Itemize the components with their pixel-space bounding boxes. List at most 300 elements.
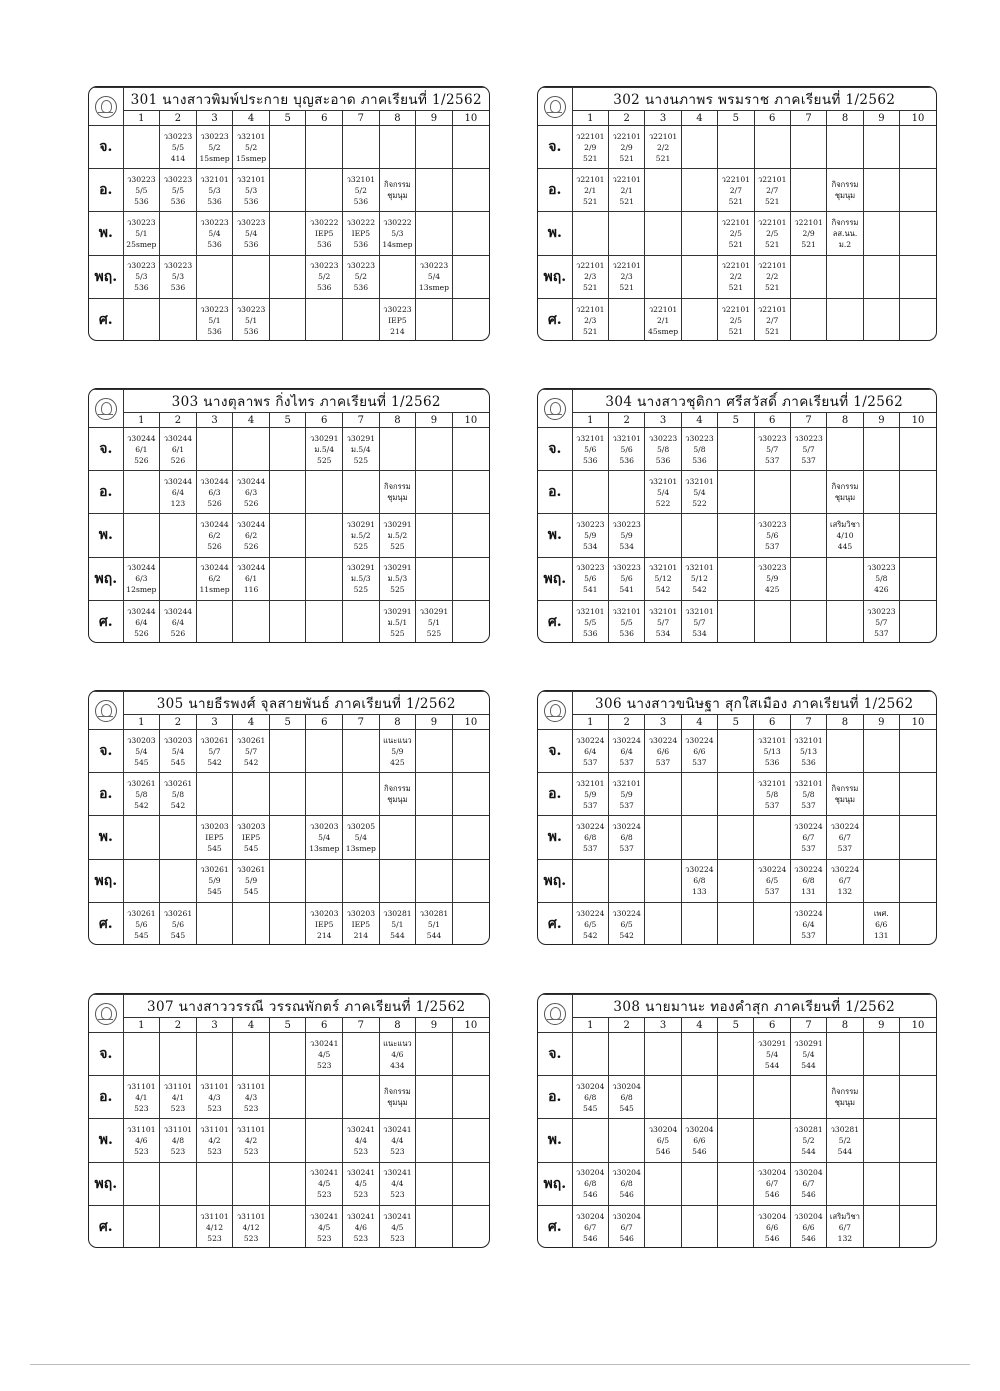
timetable-grid (538, 389, 936, 643)
period-number: 9 (863, 413, 899, 428)
room-number: 537 (583, 843, 598, 853)
period-number: 1 (572, 1018, 608, 1033)
room-number: 526 (243, 498, 259, 508)
empty-slot (645, 1033, 681, 1076)
class-group: ชุมนุม (387, 191, 408, 201)
empty-slot (754, 902, 790, 945)
empty-slot (306, 298, 343, 341)
class-slot (790, 816, 826, 859)
class-slot (645, 730, 681, 773)
timetable-card (537, 690, 937, 945)
empty-slot (900, 471, 936, 514)
room-number: 523 (134, 1146, 149, 1156)
room-number: 536 (170, 283, 186, 293)
room-number: 536 (134, 196, 149, 206)
empty-slot (343, 730, 380, 773)
room-number: 536 (134, 283, 149, 293)
room-number: 536 (207, 239, 222, 249)
subject-code: ว30261 (200, 865, 229, 875)
class-group: 5/8 (656, 444, 670, 454)
empty-slot (754, 816, 790, 859)
empty-slot (306, 600, 343, 643)
subject-code: ว30291 (419, 606, 449, 616)
room-number: 523 (207, 1103, 222, 1113)
empty-slot (645, 859, 681, 902)
class-slot (645, 428, 681, 471)
room-number: 544 (390, 930, 405, 940)
class-group: 6/7 (766, 1179, 779, 1189)
subject-code: ว30241 (310, 1168, 339, 1178)
room-number: 536 (243, 239, 259, 249)
class-slot (645, 600, 681, 643)
subject-code: ว32101 (576, 606, 605, 616)
class-group: 6/1 (244, 574, 258, 584)
day-label: ศ. (89, 1205, 123, 1248)
period-number: 7 (343, 715, 380, 730)
class-group: IEP5 (351, 919, 371, 929)
class-slot (196, 1076, 233, 1119)
class-group: 4/4 (354, 1135, 367, 1145)
class-slot (790, 730, 826, 773)
empty-slot (681, 298, 717, 341)
subject-code: ว31101 (236, 1124, 266, 1134)
subject-code: ว30204 (794, 1168, 823, 1178)
period-number: 4 (233, 715, 270, 730)
class-slot (790, 902, 826, 945)
class-slot (718, 255, 754, 298)
empty-slot (269, 298, 306, 341)
subject-code: ว30204 (757, 1211, 787, 1221)
empty-slot (608, 1033, 644, 1076)
class-slot (306, 1205, 343, 1248)
class-slot (827, 169, 863, 212)
class-group: IEP5 (388, 315, 407, 325)
class-group: 5/2 (244, 142, 258, 152)
empty-slot (306, 1076, 343, 1119)
day-label: พฤ. (538, 1162, 572, 1205)
class-slot (379, 169, 416, 212)
class-group: 5/9 (584, 530, 597, 540)
class-slot (790, 1033, 826, 1076)
room-number: 214 (390, 326, 405, 336)
empty-slot (790, 298, 826, 341)
class-slot (123, 1119, 160, 1162)
subject-code: ว32101 (612, 778, 641, 788)
class-slot (233, 471, 270, 514)
period-number: 7 (343, 1018, 380, 1033)
subject-code: ว30244 (200, 476, 229, 486)
room-number: 545 (243, 887, 259, 897)
class-slot (123, 255, 160, 298)
class-slot (827, 773, 863, 816)
subject-code: ว31101 (200, 1211, 229, 1221)
empty-slot (160, 1162, 197, 1205)
empty-slot (863, 859, 899, 902)
class-slot (681, 557, 717, 600)
period-number: 8 (379, 1018, 416, 1033)
empty-slot (416, 1162, 453, 1205)
class-group: ลส.นน. (832, 228, 858, 238)
class-slot (718, 298, 754, 341)
room-number: 521 (619, 153, 634, 163)
period-number: 4 (233, 1018, 270, 1033)
class-group: 6/4 (171, 617, 185, 627)
empty-slot (196, 428, 233, 471)
subject-code: ว30223 (163, 131, 193, 141)
room-number: 536 (243, 196, 259, 206)
class-group: 4/8 (171, 1135, 185, 1145)
empty-slot (123, 1205, 160, 1248)
empty-slot (718, 816, 754, 859)
class-group: 5/7 (656, 617, 670, 627)
empty-slot (608, 212, 644, 255)
room-number: 45smep (647, 326, 679, 336)
room-number: 521 (764, 283, 780, 293)
timetable-card (537, 388, 937, 643)
empty-slot (718, 1162, 754, 1205)
empty-slot (160, 514, 197, 557)
subject-code: ว22101 (758, 217, 787, 227)
subject-code: ว31101 (163, 1081, 193, 1091)
period-number: 9 (863, 1018, 899, 1033)
room-number: 434 (390, 1060, 405, 1070)
day-label: อ. (538, 1076, 572, 1119)
class-slot (572, 557, 608, 600)
period-number: 7 (343, 111, 380, 126)
period-number: 10 (452, 413, 489, 428)
room-number: 536 (243, 326, 259, 336)
subject-code: ว30223 (758, 433, 787, 443)
subject-code: ว30291 (383, 606, 412, 616)
empty-slot (718, 1205, 754, 1248)
class-group: 5/9 (391, 746, 404, 756)
class-slot (233, 169, 270, 212)
class-group: 5/6 (171, 919, 185, 929)
class-slot (233, 730, 270, 773)
empty-slot (900, 428, 936, 471)
empty-slot (343, 773, 380, 816)
subject-code: ว32101 (794, 778, 823, 788)
subject-code: ว30224 (685, 735, 714, 745)
empty-slot (863, 773, 899, 816)
class-group: 6/7 (620, 1222, 633, 1232)
day-label: ศ. (538, 298, 572, 341)
class-slot (754, 773, 790, 816)
day-label: พฤ. (89, 255, 123, 298)
class-group: 5/1 (427, 617, 441, 627)
room-number: 521 (764, 196, 780, 206)
empty-slot (306, 730, 343, 773)
subject-code: ว32101 (648, 606, 678, 616)
class-slot (160, 773, 197, 816)
class-slot (572, 1205, 608, 1248)
school-seal-icon (95, 398, 117, 420)
class-slot (379, 212, 416, 255)
empty-slot (572, 859, 608, 902)
room-number: 14smep (382, 239, 413, 249)
empty-slot (899, 1033, 936, 1076)
empty-slot (572, 1033, 608, 1076)
room-number: 536 (801, 757, 816, 767)
empty-slot (233, 255, 270, 298)
class-slot (306, 1033, 343, 1076)
timetable-grid (89, 389, 489, 643)
room-number: 542 (207, 757, 222, 767)
class-group: 5/8 (135, 789, 148, 799)
day-label: จ. (89, 1033, 123, 1076)
subject-code: ว30244 (127, 563, 156, 573)
period-number: 2 (608, 413, 644, 428)
day-label: อ. (538, 773, 572, 816)
class-slot (608, 730, 644, 773)
teacher-title: 308 นายมานะ ทองคำสุก ภาคเรียนที่ 1/2562 (572, 995, 936, 1018)
class-slot (123, 212, 160, 255)
subject-code: ว30261 (127, 778, 156, 788)
room-number: 544 (764, 1060, 780, 1070)
room-number: 132 (837, 887, 853, 897)
subject-code: ว30241 (310, 1038, 339, 1048)
class-slot (233, 816, 270, 859)
class-group: 6/7 (584, 1222, 597, 1232)
school-seal-icon (95, 1003, 117, 1025)
period-number: 9 (416, 111, 453, 126)
room-number: 15smep (236, 153, 267, 163)
room-number: 523 (316, 1233, 332, 1243)
empty-slot (269, 255, 306, 298)
subject-code: ว30244 (163, 433, 193, 443)
class-slot (196, 514, 233, 557)
period-number: 4 (681, 111, 717, 126)
class-group: 5/2 (208, 142, 221, 152)
room-number: 523 (390, 1233, 405, 1243)
class-group: 5/1 (391, 919, 404, 929)
subject-code: ว30204 (576, 1168, 605, 1178)
subject-code: ว32101 (685, 606, 714, 616)
room-number: 545 (134, 930, 149, 940)
empty-slot (718, 773, 754, 816)
period-number: 10 (900, 111, 936, 126)
subject-code: ว30204 (576, 1211, 605, 1221)
empty-slot (718, 514, 754, 557)
school-seal-cell (538, 88, 572, 126)
empty-slot (416, 428, 453, 471)
period-number: 5 (718, 111, 754, 126)
period-number: 8 (379, 413, 416, 428)
room-number: 544 (801, 1146, 816, 1156)
empty-slot (306, 557, 343, 600)
empty-slot (452, 816, 489, 859)
empty-slot (306, 471, 343, 514)
class-group: 2/3 (620, 272, 633, 282)
empty-slot (645, 773, 681, 816)
subject-code: ว22101 (612, 174, 641, 184)
class-group: 5/12 (654, 574, 672, 584)
subject-code: ว30244 (127, 433, 156, 443)
day-label: อ. (538, 471, 572, 514)
subject-code: ว32101 (648, 476, 678, 486)
class-slot (790, 1205, 826, 1248)
subject-code: ว32101 (576, 778, 605, 788)
empty-slot (645, 1162, 681, 1205)
class-slot (572, 514, 608, 557)
class-slot (572, 1162, 608, 1205)
class-slot (790, 773, 826, 816)
class-slot (645, 298, 681, 341)
empty-slot (416, 730, 453, 773)
day-label: พ. (89, 212, 123, 255)
class-group: 6/4 (802, 919, 815, 929)
subject-code: ว22101 (721, 261, 751, 271)
class-slot (343, 816, 380, 859)
subject-code: ว31101 (200, 1081, 229, 1091)
room-number: 526 (170, 455, 186, 465)
timetable-card (88, 690, 490, 945)
subject-code: ว30223 (127, 217, 156, 227)
room-number: 526 (134, 455, 149, 465)
empty-slot (343, 298, 380, 341)
day-label: ศ. (89, 902, 123, 945)
empty-slot (608, 859, 644, 902)
class-group: 5/7 (693, 617, 706, 627)
empty-slot (269, 428, 306, 471)
room-number: 131 (801, 887, 816, 897)
class-group: 5/1 (427, 919, 441, 929)
class-group: 6/8 (693, 876, 706, 886)
timetable-card (88, 993, 490, 1248)
day-label: พ. (538, 1119, 572, 1162)
subject-code: ว30224 (576, 908, 605, 918)
empty-slot (160, 557, 197, 600)
class-group: 6/3 (208, 487, 221, 497)
day-label: พ. (89, 816, 123, 859)
class-group: 6/2 (208, 574, 221, 584)
empty-slot (572, 1119, 608, 1162)
empty-slot (123, 514, 160, 557)
empty-slot (379, 126, 416, 169)
period-number: 8 (379, 715, 416, 730)
class-group: 5/7 (244, 746, 258, 756)
class-slot (863, 600, 899, 643)
subject-code: ว32101 (346, 174, 376, 184)
class-slot (608, 600, 644, 643)
class-group: 6/5 (584, 919, 597, 929)
day-label: ศ. (538, 1205, 572, 1248)
room-number: 25smep (126, 239, 157, 249)
period-number: 5 (269, 715, 306, 730)
empty-slot (269, 773, 306, 816)
empty-slot (123, 859, 160, 902)
empty-slot (306, 169, 343, 212)
period-number: 6 (754, 715, 790, 730)
subject-code: ว31101 (127, 1081, 156, 1091)
class-slot (379, 730, 416, 773)
class-group: 6/5 (620, 919, 633, 929)
empty-slot (790, 557, 826, 600)
room-number: 544 (837, 1146, 853, 1156)
subject-code: กิจกรรม (831, 482, 859, 492)
room-number: 545 (619, 1103, 634, 1113)
empty-slot (790, 600, 826, 643)
subject-code: ว30261 (163, 908, 193, 918)
subject-code: ว31101 (163, 1124, 193, 1134)
class-slot (572, 255, 608, 298)
empty-slot (681, 1162, 717, 1205)
class-slot (681, 1119, 717, 1162)
class-group: ชุมนุม (834, 795, 856, 805)
class-slot (196, 471, 233, 514)
class-slot (416, 600, 453, 643)
empty-slot (452, 600, 489, 643)
period-number: 9 (416, 413, 453, 428)
class-slot (160, 255, 197, 298)
class-slot (233, 298, 270, 341)
subject-code: ว22101 (758, 261, 787, 271)
empty-slot (233, 600, 270, 643)
class-slot (754, 1205, 790, 1248)
room-number: 546 (801, 1233, 816, 1243)
room-number: 525 (390, 541, 405, 551)
subject-code: ว30244 (236, 476, 266, 486)
class-group: ม.5/1 (387, 617, 408, 627)
empty-slot (269, 1205, 306, 1248)
subject-code: ว30224 (794, 865, 823, 875)
day-label: จ. (538, 428, 572, 471)
empty-slot (452, 1033, 489, 1076)
period-number: 1 (123, 715, 160, 730)
empty-slot (379, 859, 416, 902)
empty-slot (718, 126, 754, 169)
subject-code: ว22101 (648, 304, 678, 314)
empty-slot (306, 1119, 343, 1162)
class-slot (379, 557, 416, 600)
school-seal-icon (544, 700, 566, 722)
class-slot (827, 471, 863, 514)
day-label: พฤ. (538, 557, 572, 600)
empty-slot (416, 1076, 453, 1119)
class-group: ชุมนุม (387, 795, 408, 805)
subject-code: ว30281 (830, 1124, 860, 1134)
subject-code: ว30291 (757, 1038, 787, 1048)
day-label: พฤ. (538, 255, 572, 298)
period-number: 1 (572, 413, 608, 428)
room-number: 536 (170, 196, 186, 206)
class-slot (608, 126, 644, 169)
class-group: 6/8 (584, 1179, 597, 1189)
empty-slot (160, 298, 197, 341)
empty-slot (343, 1033, 380, 1076)
room-number: 546 (692, 1146, 707, 1156)
period-number: 4 (681, 413, 717, 428)
class-group: 5/7 (875, 617, 888, 627)
room-number: 546 (583, 1190, 598, 1200)
room-number: 536 (619, 628, 634, 638)
subject-code: ว22101 (576, 131, 605, 141)
class-slot (572, 773, 608, 816)
empty-slot (196, 902, 233, 945)
empty-slot (790, 126, 826, 169)
period-number: 7 (790, 413, 826, 428)
class-group: 4/12 (242, 1222, 260, 1232)
school-seal-cell (89, 390, 123, 428)
empty-slot (452, 730, 489, 773)
class-slot (379, 1162, 416, 1205)
period-number: 7 (790, 111, 826, 126)
room-number: 523 (353, 1146, 369, 1156)
day-label: จ. (538, 126, 572, 169)
period-number: 2 (160, 111, 197, 126)
class-group: 5/2 (354, 272, 367, 282)
class-slot (379, 600, 416, 643)
